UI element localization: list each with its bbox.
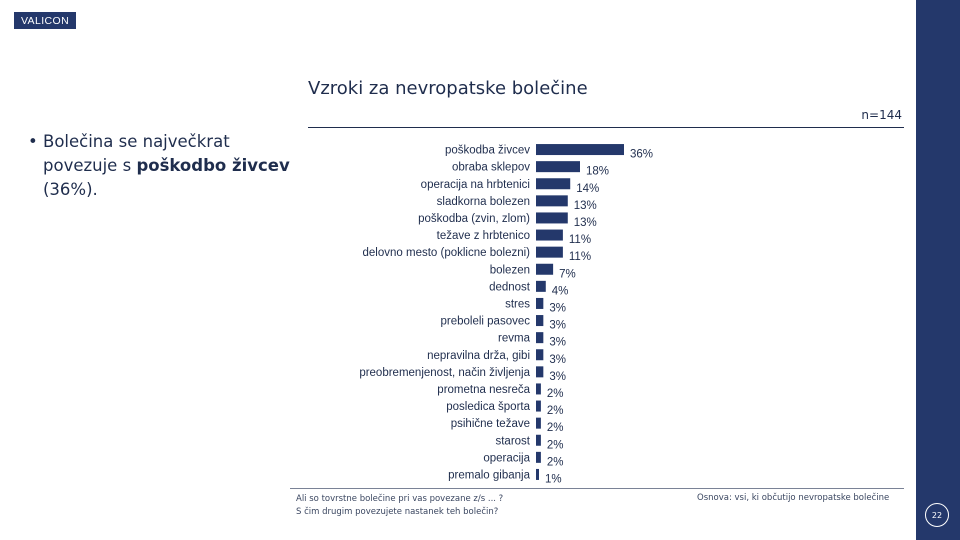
value-label: 14%	[576, 182, 600, 195]
category-label: psihične težave	[450, 418, 530, 431]
title-divider	[308, 127, 904, 128]
category-label: nepravilna drža, gibi	[427, 349, 530, 362]
value-label: 11%	[568, 234, 592, 247]
value-label: 3%	[549, 353, 566, 366]
bar	[536, 212, 568, 223]
side-strip	[916, 0, 960, 540]
value-label: 4%	[551, 285, 569, 298]
value-label: 18%	[586, 165, 610, 178]
category-label: delovno mesto (poklicne bolezni)	[362, 247, 530, 260]
question-line-1: Ali so tovrstne bolečine pri vas povezane z/s ... ?	[296, 494, 504, 504]
bar	[536, 230, 563, 241]
category-label: revma	[498, 332, 530, 345]
key-finding-text	[28, 130, 298, 202]
category-label: poškodba živcev	[444, 144, 530, 157]
value-label: 13%	[573, 216, 597, 229]
bar	[536, 178, 570, 189]
category-label: preboleli pasovec	[440, 315, 530, 328]
category-label: bolezen	[489, 264, 530, 277]
category-label: sladkorna bolezen	[436, 195, 530, 208]
bar	[536, 144, 624, 155]
bar	[536, 401, 541, 412]
value-label: 1%	[545, 473, 562, 483]
value-label: 3%	[549, 302, 566, 315]
key-finding-highlight: poškodbo živcev	[136, 156, 290, 175]
base-footnote: Osnova: vsi, ki občutijo nevropatske bolečine	[697, 493, 890, 503]
value-label: 2%	[546, 387, 564, 400]
question-line-2: S čim drugim povezujete nastanek teh bolečin?	[296, 507, 499, 517]
causes-bar-chart	[300, 138, 680, 483]
value-label: 2%	[546, 405, 564, 418]
category-label: stres	[505, 298, 530, 311]
category-label: težave z hrbtenico	[436, 230, 530, 243]
category-label: prometna nesreča	[437, 383, 530, 396]
bar	[536, 281, 546, 292]
category-label: posledica športa	[446, 401, 530, 414]
bar	[536, 195, 568, 206]
value-label: 36%	[630, 148, 654, 161]
bar	[536, 469, 539, 480]
category-label: preobremenjenost, način življenja	[359, 366, 530, 379]
value-label: 13%	[573, 199, 597, 212]
category-label: dednost	[489, 281, 530, 294]
valicon-logo: VALICON	[14, 12, 76, 29]
bar	[536, 418, 541, 429]
value-label: 2%	[546, 439, 564, 452]
bar	[536, 383, 541, 394]
page-number: 22	[925, 503, 949, 527]
key-finding-suffix: (36%).	[43, 180, 98, 199]
bar	[536, 349, 543, 360]
category-label: operacija	[483, 452, 530, 465]
chart-title: Vzroki za nevropatske bolečine	[308, 78, 588, 99]
value-label: 2%	[546, 456, 564, 469]
value-label: 2%	[546, 422, 564, 435]
value-label: 11%	[568, 251, 592, 264]
bar	[536, 315, 543, 326]
category-label: operacija na hrbtenici	[420, 178, 530, 191]
bar	[536, 161, 580, 172]
key-finding-prefix: Bolečina se največkrat povezuje s	[43, 132, 230, 175]
value-label: 3%	[549, 370, 566, 383]
bar	[536, 435, 541, 446]
bar	[536, 452, 541, 463]
category-label: premalo gibanja	[448, 469, 530, 482]
value-label: 3%	[549, 336, 566, 349]
value-label: 7%	[559, 268, 576, 281]
sample-size: n=144	[861, 108, 902, 122]
bar	[536, 247, 563, 258]
footer-divider	[290, 488, 904, 489]
question-footnote	[296, 493, 503, 519]
key-finding	[28, 130, 298, 202]
bar	[536, 264, 553, 275]
category-label: obraba sklepov	[452, 161, 530, 174]
category-label: starost	[495, 435, 530, 448]
category-label: poškodba (zvin, zlom)	[418, 212, 530, 225]
bullet-dot-icon: •	[28, 132, 38, 151]
bar	[536, 366, 543, 377]
bar	[536, 298, 543, 309]
value-label: 3%	[549, 319, 566, 332]
bar	[536, 332, 543, 343]
